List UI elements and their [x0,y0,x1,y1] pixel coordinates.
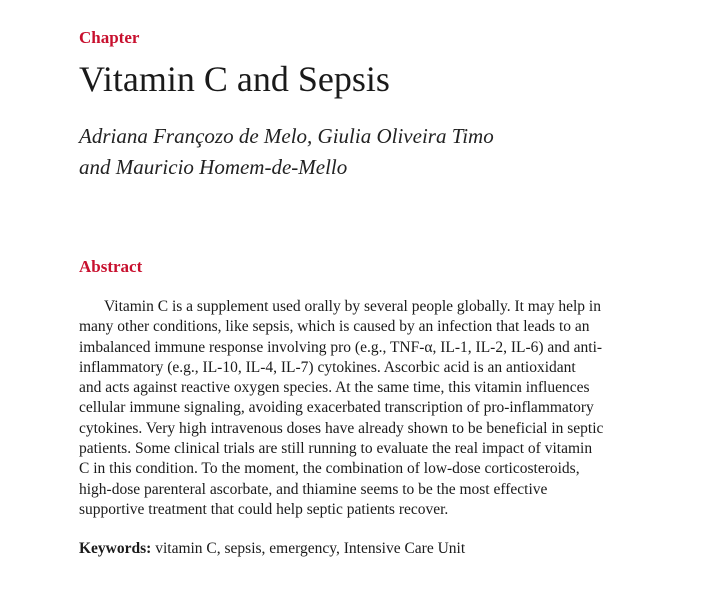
keywords-value: vitamin C, sepsis, emergency, Intensive Care Unit [151,540,466,557]
abstract-line: supportive treatment that could help septic patients recover. [79,500,449,518]
abstract-line: C in this condition. To the moment, the combination of low-dose corticosteroids, [79,460,580,478]
chapter-label: Chapter [79,28,140,47]
abstract-line: many other conditions, like sepsis, which is caused by an infection that leads to an [79,318,590,336]
abstract-line: Vitamin C is a supplement used orally by several people globally. It may help in [104,298,601,315]
abstract-line: high-dose parenteral ascorbate, and thiamine seems to be the most effective [79,480,548,498]
author-line-2: and Mauricio Homem-de-Mello [79,155,348,179]
abstract-heading: Abstract [79,257,143,276]
abstract-line: cytokines. Very high intravenous doses have already shown to be beneficial in septic [79,419,604,437]
abstract-line: patients. Some clinical trials are still running to evaluate the real impact of vitamin [79,440,593,458]
abstract-line: inflammatory (e.g., IL-10, IL-4, IL-7) cytokines. Ascorbic acid is an antioxidant [79,358,576,376]
author-list [79,121,639,183]
abstract-line: and acts against reactive oxygen species. At the same time, this vitamin influences [79,379,590,397]
chapter-title: Vitamin C and Sepsis [79,59,390,99]
abstract-body [79,297,683,520]
abstract-line: cellular immune signaling, avoiding exacerbated transcription of pro-inflammatory [79,399,594,417]
abstract-line: imbalanced immune response involving pro (e.g., TNF-α, IL-1, IL-2, IL-6) and anti- [79,338,603,356]
author-line-1: Adriana Françozo de Melo, Giulia Oliveira Timo [79,124,494,148]
keywords [79,539,465,559]
keywords-label: Keywords: [79,540,152,557]
